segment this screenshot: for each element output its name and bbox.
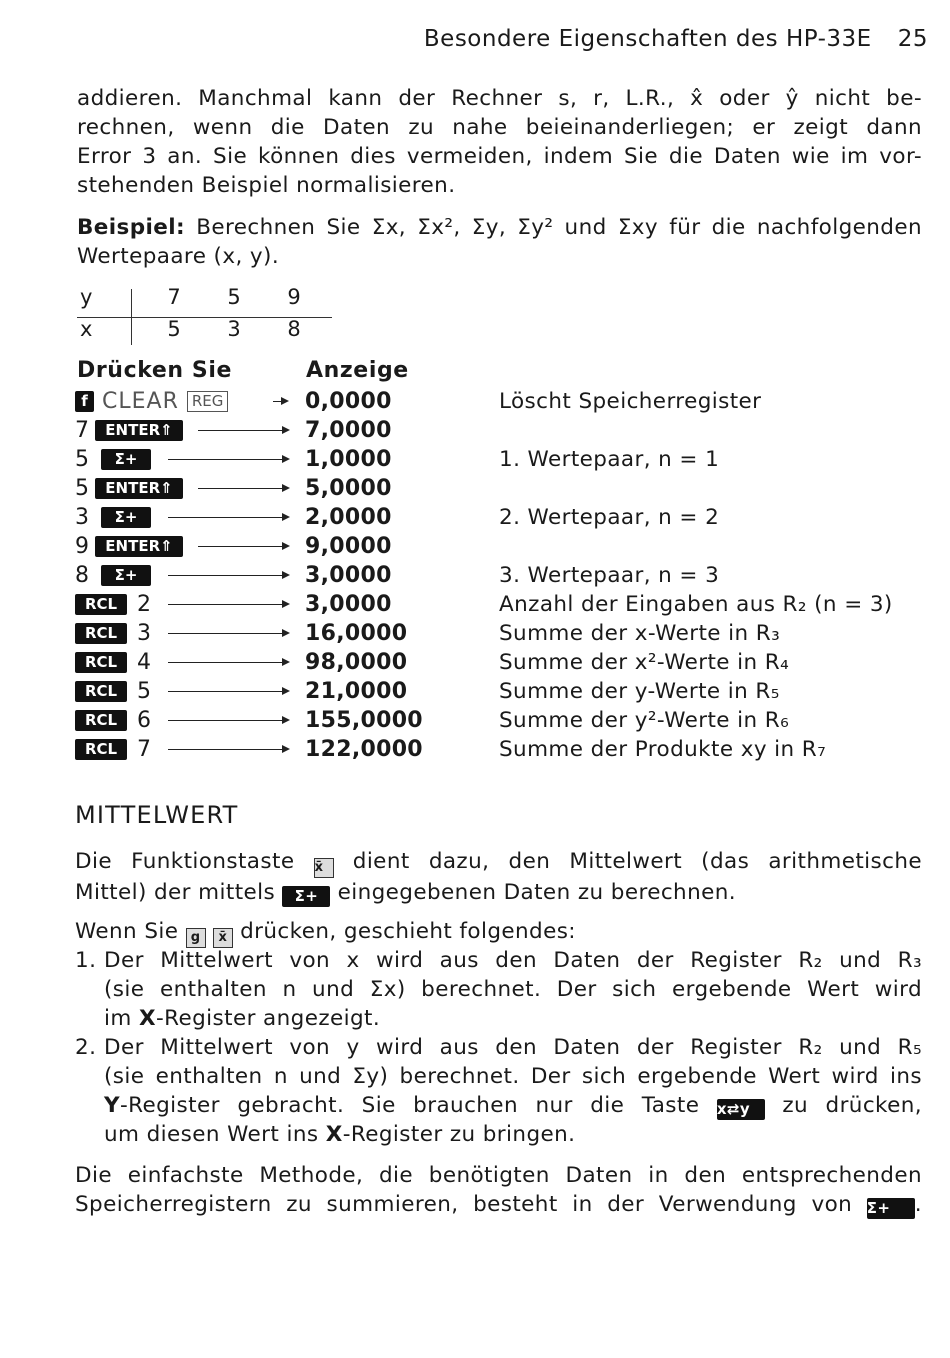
row-note: Summe der y-Werte in R₅: [499, 679, 780, 704]
intro-paragraph: [77, 84, 922, 200]
text-span: im: [104, 1006, 132, 1031]
text-span: Speicherregistern zu summieren, besteht in der Verwendung von: [75, 1192, 853, 1217]
example-paragraph: [77, 213, 922, 271]
row-note: Summe der x-Werte in R₃: [499, 621, 781, 646]
digit-label: 8: [75, 563, 89, 588]
table-row: [77, 285, 332, 317]
row-note: Summe der Produkte xy in R₇: [499, 737, 827, 762]
register-number: 3: [137, 621, 151, 646]
register-number: 5: [137, 679, 151, 704]
text-span: -Register angezeigt.: [155, 1006, 381, 1031]
row-note: Löscht Speicherregister: [499, 389, 762, 414]
display-value: 98,0000: [305, 650, 408, 675]
arrow-icon: [168, 604, 288, 605]
x-exchange-y-key: x⇄y: [717, 1099, 765, 1120]
arrow-icon: [168, 662, 288, 663]
enter-key: ENTER⇑: [95, 478, 183, 499]
reg-key: REG: [187, 391, 229, 412]
keystroke-row: [75, 677, 935, 706]
display-value: 3,0000: [305, 563, 392, 588]
row-note: Summe der x²-Werte in R₄: [499, 650, 790, 675]
keystroke-row: [75, 735, 935, 764]
mittelwert-paragraph-1: [75, 847, 922, 907]
arrow-icon: [168, 749, 288, 750]
table-cell: 7: [167, 285, 181, 309]
register-number: 2: [137, 592, 151, 617]
text-span: eingegebenen Daten zu berechnen.: [337, 880, 737, 905]
register-name: Y: [104, 1093, 120, 1118]
f-key: f: [75, 391, 94, 412]
display-value: 3,0000: [305, 592, 392, 617]
keystroke-row: [75, 706, 935, 735]
column-header-display: Anzeige: [306, 358, 409, 383]
arrow-icon: [168, 691, 288, 692]
row-label: x: [80, 317, 93, 341]
page-header: [424, 26, 928, 52]
register-number: 4: [137, 650, 151, 675]
item-line: (sie enthalten n und Σx) berechnet. Der sich ergebende Wert wird: [104, 977, 922, 1002]
enter-key: ENTER⇑: [95, 420, 183, 441]
display-value: 5,0000: [305, 476, 392, 501]
keystroke-row: [75, 503, 935, 532]
text-span: -Register zu bringen.: [342, 1122, 576, 1147]
keystroke-row: [75, 561, 935, 590]
item-line: Der Mittelwert von y wird aus den Daten der Register R₂ und R₅: [104, 1035, 922, 1060]
text-span: .: [914, 1192, 923, 1217]
arrow-icon: [198, 546, 288, 547]
arrow-icon: [168, 633, 288, 634]
table-cell: 5: [227, 285, 241, 309]
arrow-icon: [198, 430, 288, 431]
mittelwert-paragraph-3: [75, 1161, 922, 1219]
text-span: um diesen Wert ins: [104, 1122, 319, 1147]
keystroke-row: [75, 416, 935, 445]
sigma-plus-key: Σ+: [282, 886, 330, 907]
display-value: 155,0000: [305, 708, 423, 733]
digit-label: 5: [75, 476, 89, 501]
display-value: 122,0000: [305, 737, 423, 762]
register-name: X: [138, 1006, 156, 1031]
intro-line: Error 3 an. Sie können dies vermeiden, indem Sie die Daten wie im vor-: [77, 144, 922, 169]
item-number: 1.: [75, 948, 97, 973]
digit-label: 3: [75, 505, 89, 530]
text-span: dient dazu, den Mittelwert (das arithmetische: [352, 849, 923, 874]
arrow-icon: [168, 517, 288, 518]
keystroke-row: [75, 445, 935, 474]
display-value: 21,0000: [305, 679, 408, 704]
section-title: MITTELWERT: [75, 801, 239, 829]
rcl-key: RCL: [75, 652, 127, 673]
example-label: Beispiel:: [77, 215, 186, 240]
text-span: zu drücken,: [782, 1093, 923, 1118]
page-number: 25: [897, 26, 928, 52]
rcl-key: RCL: [75, 623, 127, 644]
sigma-plus-key: Σ+: [101, 449, 151, 470]
keystroke-row: [75, 648, 935, 677]
display-value: 2,0000: [305, 505, 392, 530]
keystroke-row: [75, 619, 935, 648]
register-number: 6: [137, 708, 151, 733]
display-value: 7,0000: [305, 418, 392, 443]
row-note: 2. Wertepaar, n = 2: [499, 505, 720, 530]
register-name: X: [325, 1122, 343, 1147]
enter-key: ENTER⇑: [95, 536, 183, 557]
keystroke-row: [75, 387, 935, 416]
row-note: Summe der y²-Werte in R₆: [499, 708, 790, 733]
clear-label: CLEAR: [102, 389, 179, 414]
row-note: 1. Wertepaar, n = 1: [499, 447, 720, 472]
mittelwert-paragraph-2: [75, 917, 922, 948]
x-bar-key: x̄: [213, 928, 233, 948]
table-cell: 8: [287, 317, 301, 341]
rcl-key: RCL: [75, 681, 127, 702]
intro-line: stehenden Beispiel normalisieren.: [77, 173, 456, 198]
rcl-key: RCL: [75, 710, 127, 731]
keystroke-row: [75, 532, 935, 561]
digit-label: 5: [75, 447, 89, 472]
text-span: -Register gebracht. Sie brauchen nur die Taste: [119, 1093, 700, 1118]
intro-line: addieren. Manchmal kann der Rechner s, r, L.R., x̂ oder ŷ nicht be-: [77, 86, 922, 111]
text-span: Die Funktionstaste: [75, 849, 295, 874]
arrow-icon: [168, 459, 288, 460]
item-number: 2.: [75, 1035, 97, 1060]
digit-label: 9: [75, 534, 89, 559]
digit-label: 7: [75, 418, 89, 443]
example-text-line2: Wertepaare (x, y).: [77, 244, 280, 269]
keystroke-row: [75, 590, 935, 619]
arrow-icon: [273, 401, 287, 402]
sigma-plus-key: Σ+: [101, 565, 151, 586]
header-title: Besondere Eigenschaften des HP-33E: [423, 26, 872, 52]
text-span: drücken, geschieht folgendes:: [240, 919, 576, 944]
rcl-key: RCL: [75, 739, 127, 760]
table-cell: 3: [227, 317, 241, 341]
intro-line: rechnen, wenn die Daten zu nahe beieinanderliegen; er zeigt dann: [77, 115, 922, 140]
example-text: Berechnen Sie Σx, Σx², Σy, Σy² und Σxy für die nachfolgenden: [196, 215, 922, 240]
display-value: 1,0000: [305, 447, 392, 472]
item-line: Der Mittelwert von x wird aus den Daten der Register R₂ und R₃: [104, 948, 922, 973]
table-cell: 9: [287, 285, 301, 309]
x-bar-key: x̄: [314, 858, 334, 878]
arrow-icon: [168, 720, 288, 721]
arrow-icon: [168, 575, 288, 576]
table-cell: 5: [167, 317, 181, 341]
text-span: Wenn Sie: [75, 919, 179, 944]
display-value: 16,0000: [305, 621, 408, 646]
sigma-plus-key: Σ+: [101, 507, 151, 528]
sigma-plus-key: Σ+: [867, 1198, 915, 1219]
arrow-icon: [198, 488, 288, 489]
keystroke-row: [75, 474, 935, 503]
rcl-key: RCL: [75, 594, 127, 615]
para-line: Die einfachste Methode, die benötigten Daten in den entsprechenden: [75, 1163, 922, 1188]
column-header-press: Drücken Sie: [77, 358, 233, 383]
item-line: (sie enthalten n und Σy) berechnet. Der sich ergebende Wert wird ins: [104, 1064, 922, 1089]
row-note: 3. Wertepaar, n = 3: [499, 563, 720, 588]
display-value: 9,0000: [305, 534, 392, 559]
row-note: Anzahl der Eingaben aus R₂ (n = 3): [499, 592, 893, 617]
display-value: 0,0000: [305, 389, 392, 414]
row-label: y: [80, 285, 93, 309]
register-number: 7: [137, 737, 151, 762]
text-span: Mittel) der mittels: [75, 880, 276, 905]
table-row: [77, 317, 332, 349]
g-key: g: [186, 928, 206, 948]
